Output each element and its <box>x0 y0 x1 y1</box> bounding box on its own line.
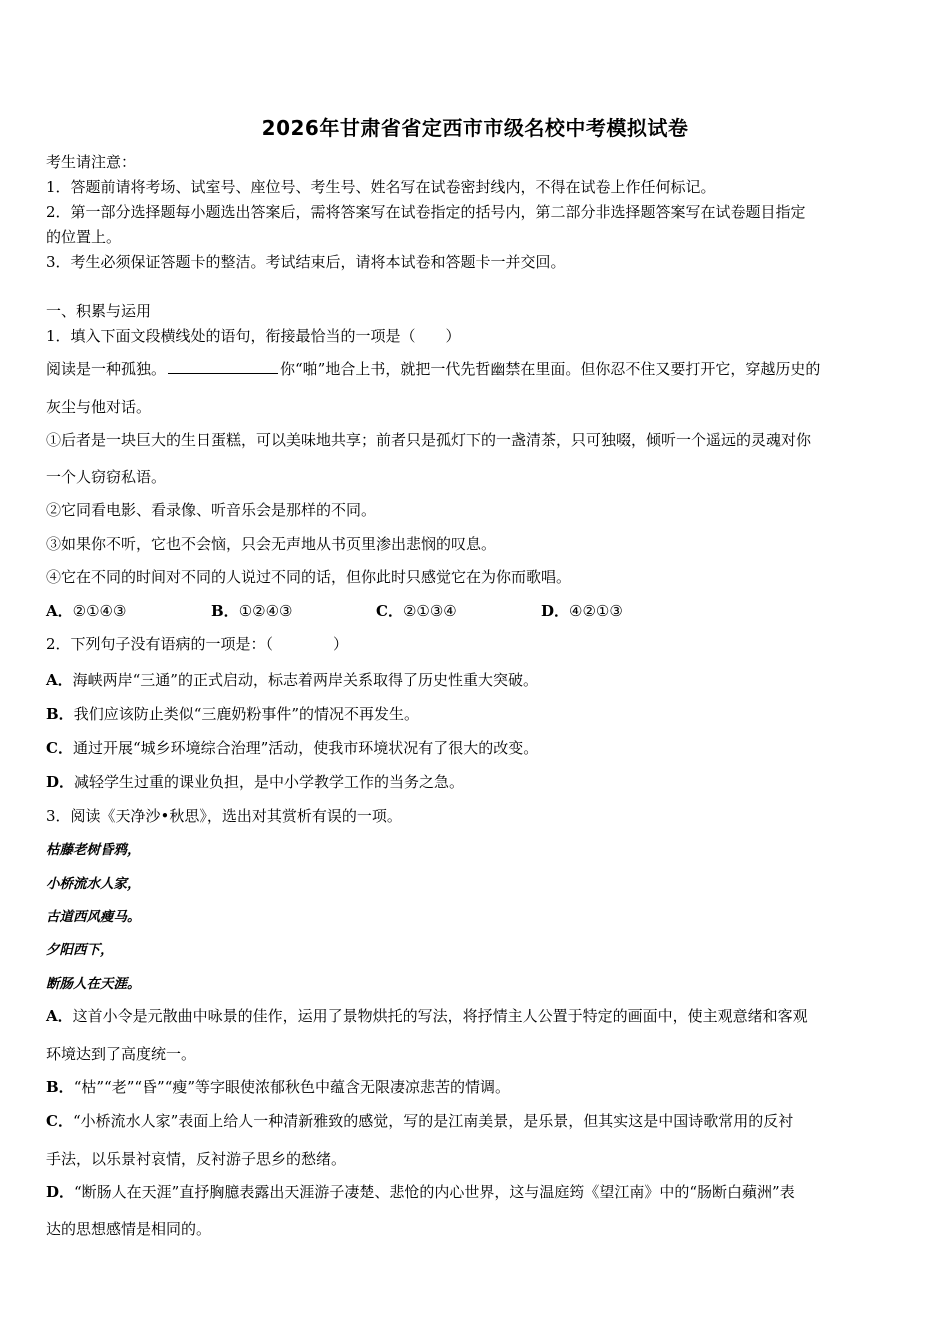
option-b[interactable]: B．①②④③ <box>211 602 293 620</box>
option-c[interactable]: C．②①③④ <box>376 602 457 620</box>
q3-option-c-cont: 手法，以乐景衬哀情，反衬游子思乡的愁绪。 <box>46 1150 347 1168</box>
passage-part-b: 你“啪”地合上书，就把一代先哲幽禁在里面。但你忍不住又要打开它，穿越历史的 <box>280 360 821 378</box>
poem-line: 小桥流水人家， <box>46 876 141 892</box>
option-d[interactable]: D．④②①③ <box>541 602 623 620</box>
poem-line: 夕阳西下， <box>46 942 114 958</box>
question-1-passage <box>46 359 820 379</box>
page-title: 2026年甘肃省省定西市市级名校中考模拟试卷 <box>261 116 689 140</box>
poem-line: 断肠人在天涯。 <box>46 976 141 992</box>
sentence-1: ①后者是一块巨大的生日蛋糕，可以美味地共享；前者只是孤灯下的一盏清茶，只可独啜，倾听一个遥远的灵魂对你 <box>46 431 812 449</box>
q3-option-c[interactable]: C．“小桥流水人家”表面上给人一种清新雅致的感觉，写的是江南美景，是乐景，但其实这是中国诗歌常用的反衬 <box>46 1112 794 1130</box>
q3-option-b[interactable]: B．“枯”“老”“昏”“瘦”等字眼使浓郁秋色中蕴含无限凄凉悲苦的情调。 <box>46 1078 511 1096</box>
sentence-3: ③如果你不听，它也不会恼，只会无声地从书页里渗出悲悯的叹息。 <box>46 535 497 553</box>
q2-option-c[interactable]: C．通过开展“城乡环境综合治理”活动，使我市环境状况有了很大的改变。 <box>46 739 539 757</box>
notice-item-3: 3．考生必须保证答题卡的整洁。考试结束后，请将本试卷和答题卡一并交回。 <box>46 253 566 271</box>
poem-line: 枯藤老树昏鸦， <box>46 842 141 858</box>
passage-part-a: 阅读是一种孤独。 <box>46 360 167 378</box>
q2-option-d[interactable]: D．减轻学生过重的课业负担，是中小学教学工作的当务之急。 <box>46 773 465 791</box>
q3-option-a-cont: 环境达到了高度统一。 <box>46 1045 197 1063</box>
poem-line: 古道西风瘦马。 <box>46 909 141 925</box>
question-1-options <box>46 601 706 621</box>
answer-blank <box>168 359 278 374</box>
q3-option-d[interactable]: D．“断肠人在天涯”直抒胸臆表露出天涯游子凄楚、悲怆的内心世界，这与温庭筠《望江南》中的“肠断白蘋洲”表 <box>46 1183 795 1201</box>
option-a[interactable]: A．②①④③ <box>46 602 127 620</box>
question-1-passage-cont: 灰尘与他对话。 <box>46 398 152 416</box>
sentence-1-cont: 一个人窃窃私语。 <box>46 468 167 486</box>
q3-option-d-cont: 达的思想感情是相同的。 <box>46 1220 212 1238</box>
notice-item-2: 2．第一部分选择题每小题选出答案后，需将答案写在试卷指定的括号内，第二部分非选择题答案写在试卷题目指定 <box>46 203 806 221</box>
question-3-stem: 3．阅读《天净沙•秋思》，选出对其赏析有误的一项。 <box>46 807 402 825</box>
q2-option-b[interactable]: B．我们应该防止类似“三鹿奶粉事件”的情况不再发生。 <box>46 705 420 723</box>
question-1-stem: 1．填入下面文段横线处的语句，衔接最恰当的一项是（ ） <box>46 327 461 345</box>
notice-item-2-cont: 的位置上。 <box>46 228 122 246</box>
section-heading: 一、积累与运用 <box>46 302 152 320</box>
q3-option-a[interactable]: A．这首小令是元散曲中咏景的佳作，运用了景物烘托的写法，将抒情主人公置于特定的画面中，使主观意绪和客观 <box>46 1007 808 1025</box>
q2-option-a[interactable]: A．海峡两岸“三通”的正式启动，标志着两岸关系取得了历史性重大突破。 <box>46 671 538 689</box>
notice-item-1: 1．答题前请将考场、试室号、座位号、考生号、姓名写在试卷密封线内，不得在试卷上作任何标记。 <box>46 178 716 196</box>
question-2-stem: 2．下列句子没有语病的一项是：（ ） <box>46 635 349 653</box>
notice-heading: 考生请注意： <box>46 153 137 171</box>
sentence-4: ④它在不同的时间对不同的人说过不同的话，但你此时只感觉它在为你而歌唱。 <box>46 568 572 586</box>
sentence-2: ②它同看电影、看录像、听音乐会是那样的不同。 <box>46 501 377 519</box>
